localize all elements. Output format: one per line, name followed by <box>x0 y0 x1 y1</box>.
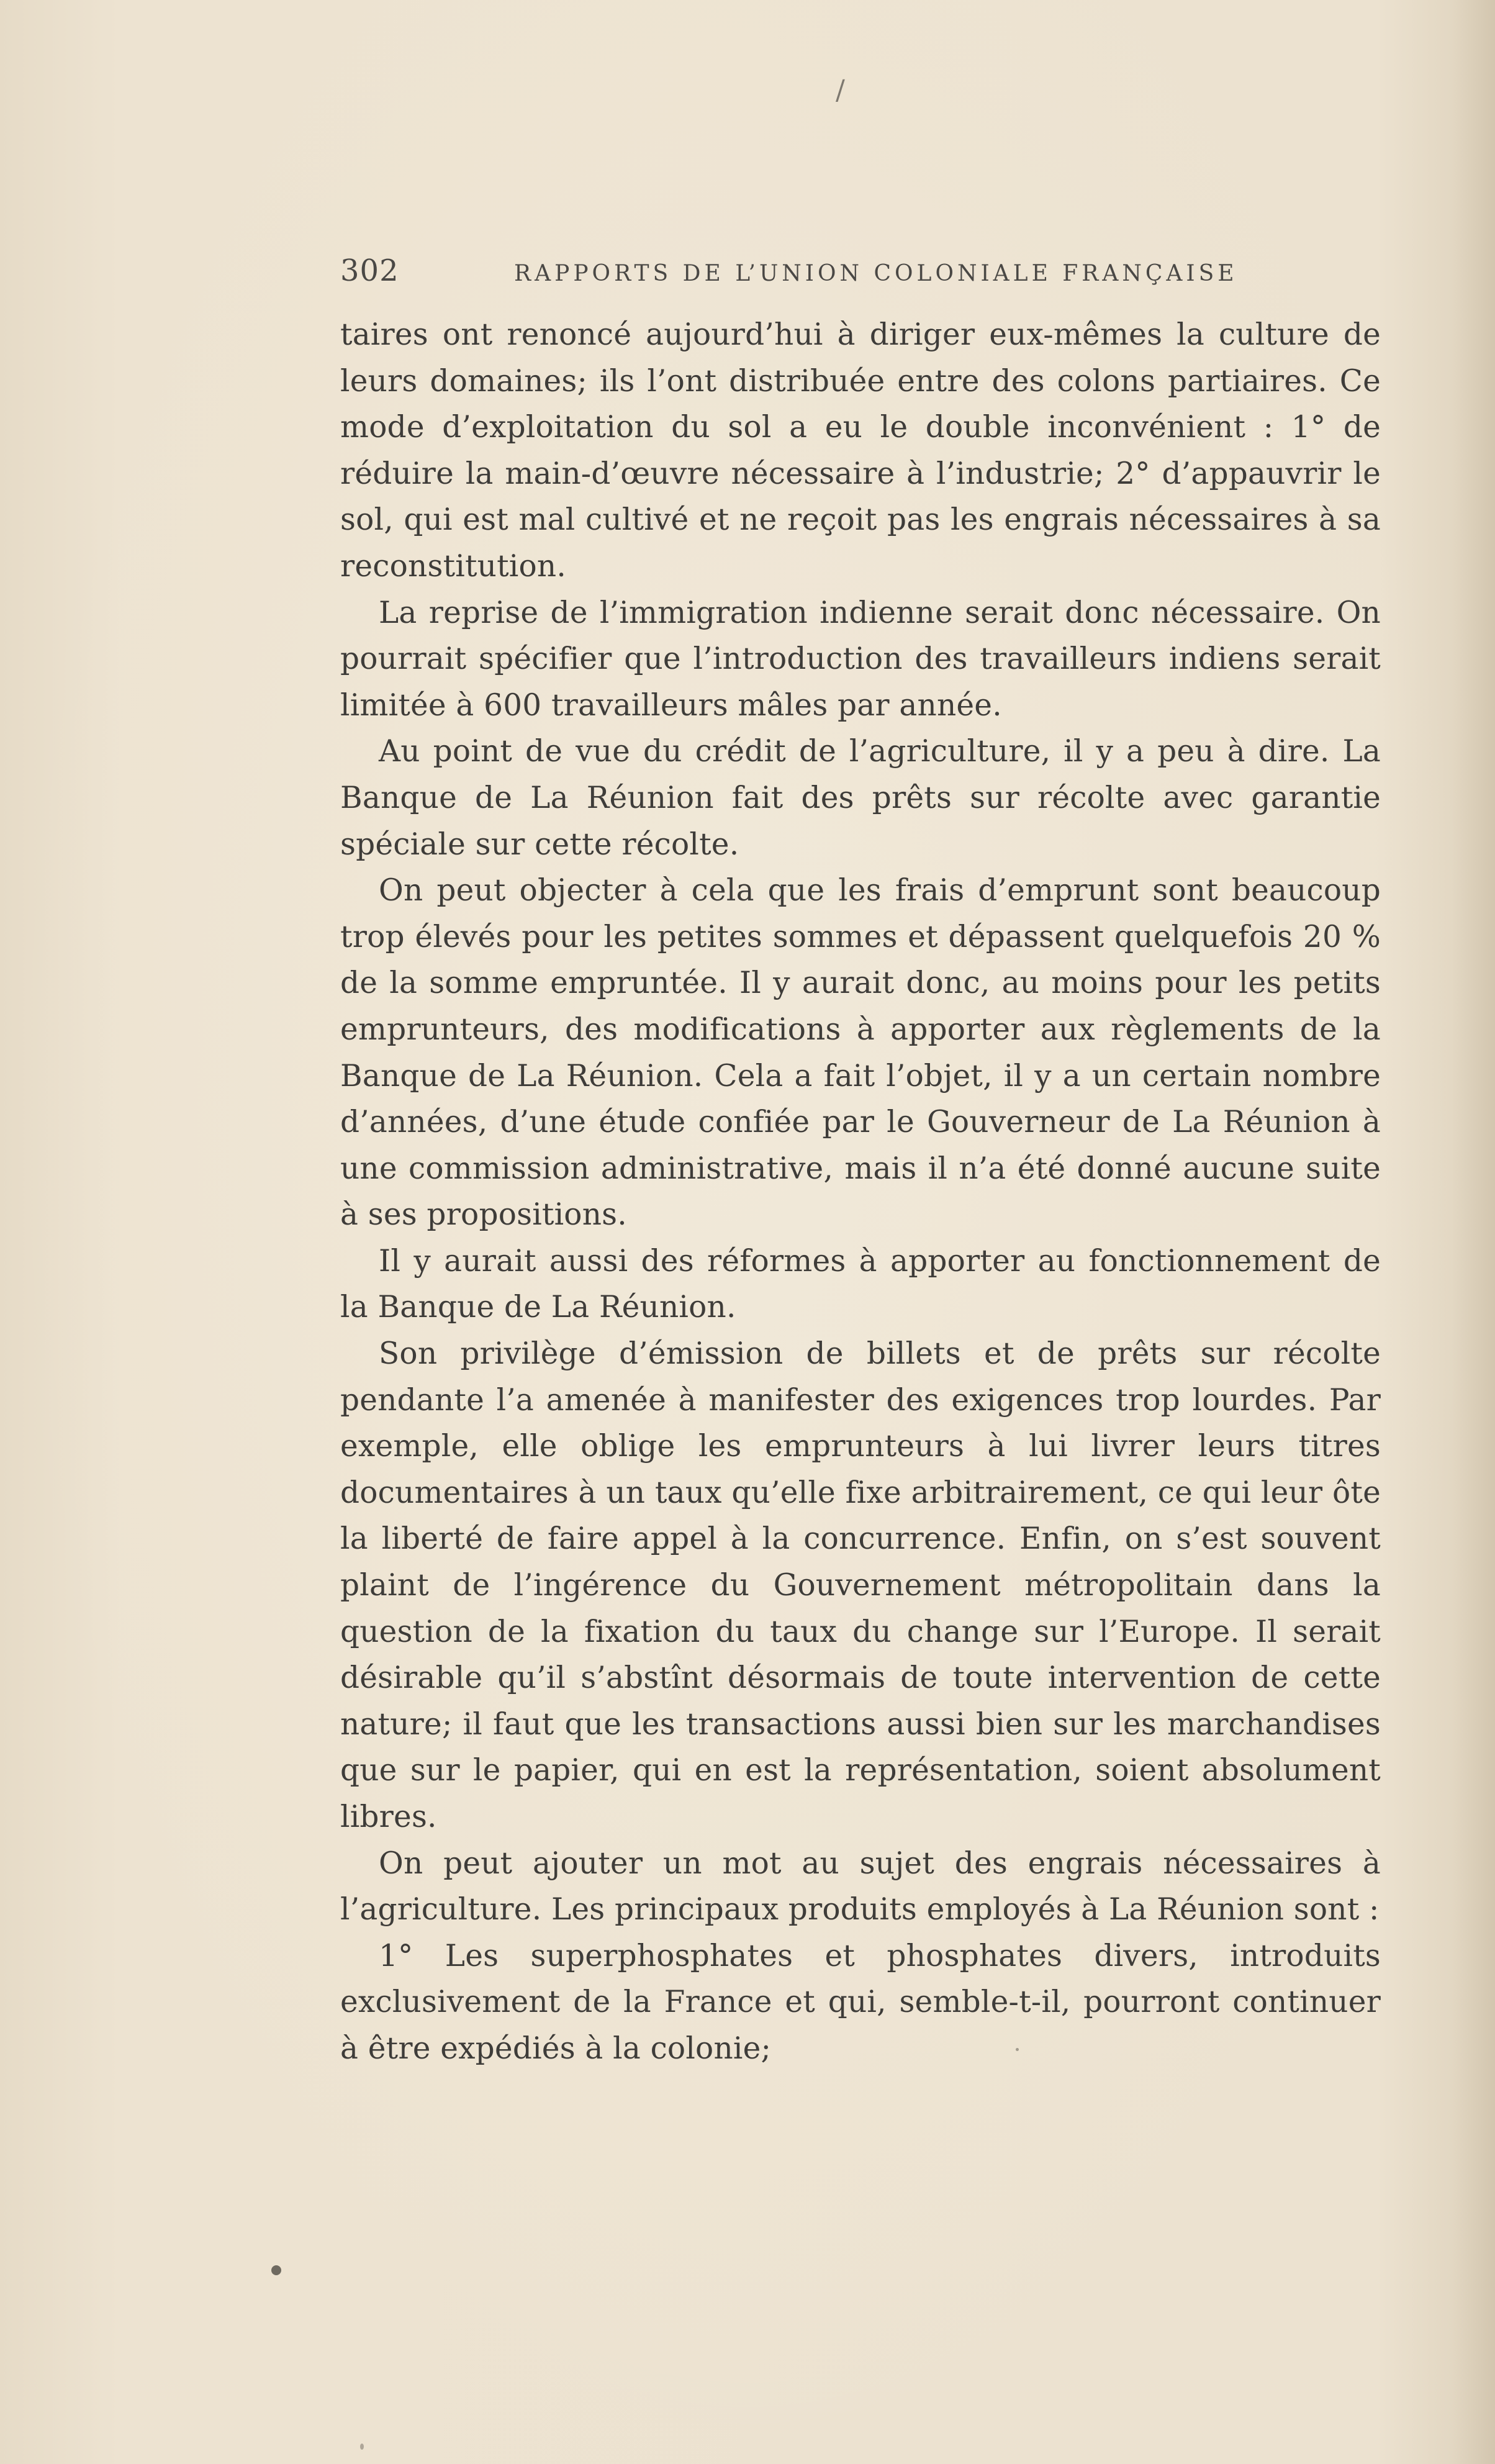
page-header <box>340 253 1383 297</box>
paragraph: La reprise de l’immigration indienne serait donc nécessaire. On pourrait spécifier que l’introduction des travailleurs indiens serait limitée à 600 travailleurs mâles par année. <box>340 595 1381 723</box>
ink-speck <box>1016 2048 1019 2051</box>
paragraph: Au point de vue du crédit de l’agriculture, il y a peu à dire. La Banque de La Réunion fait des prêts sur récolte avec garantie spéciale sur cette récolte. <box>340 734 1381 862</box>
ink-speck <box>360 2444 364 2450</box>
stray-pen-mark: / <box>836 75 845 106</box>
running-title: RAPPORTS DE L’UNION COLONIALE FRANÇAISE <box>514 261 1238 286</box>
paragraph: Il y aurait aussi des réformes à apporter au fonctionnement de la Banque de La Réunion. <box>340 1243 1381 1325</box>
paragraph-continuation: taires ont renoncé aujourd’hui à diriger eux-mêmes la culture de leurs domaines; ils l’ont distribuée entre des colons partiaires. Ce mode d’exploitation du sol a eu le double inconvénient : 1° de réduire la main-d’œuvre nécessaire à l’industrie; 2° d’appauvrir le sol, qui est mal cultivé et ne reçoit pas les engrais nécessaires à sa reconstitution. <box>340 317 1381 584</box>
ink-speck <box>271 2265 281 2275</box>
body-text <box>340 312 1381 2072</box>
page-number: 302 <box>340 253 399 288</box>
paragraph: 1° Les superphosphates et phosphates divers, introduits exclusivement de la France et qui, semble-t-il, pourront continuer à être expédiés à la colonie; <box>340 1938 1381 2066</box>
page-edge-shadow <box>1452 0 1495 2464</box>
paragraph: On peut ajouter un mot au sujet des engrais nécessaires à l’agriculture. Les principaux produits employés à La Réunion sont : <box>340 1846 1381 1927</box>
paragraph: Son privilège d’émission de billets et de prêts sur récolte pendante l’a amenée à manifester des exigences trop lourdes. Par exemple, elle oblige les emprunteurs à lui livrer leurs titres documentaires à un taux qu’elle fixe arbitrairement, ce qui leur ôte la liberté de faire appel à la concurrence. Enfin, on s’est souvent plaint de l’ingérence du Gouvernement métropolitain dans la question de la fixation du taux du change sur l’Europe. Il serait désirable qu’il s’abstînt désormais de toute intervention de cette nature; il faut que les transactions aussi bien sur les marchandises que sur le papier, qui en est la représentation, soient absolument libres. <box>340 1336 1381 1834</box>
paragraph: On peut objecter à cela que les frais d’emprunt sont beaucoup trop élevés pour les petites sommes et dépassent quelquefois 20 % de la somme empruntée. Il y aurait donc, au moins pour les petits emprunteurs, des modifications à apporter aux règlements de la Banque de La Réunion. Cela a fait l’objet, il y a un certain nombre d’années, d’une étude confiée par le Gouverneur de La Réunion à une commission administrative, mais il n’a été donné aucune suite à ses propositions. <box>340 873 1381 1233</box>
